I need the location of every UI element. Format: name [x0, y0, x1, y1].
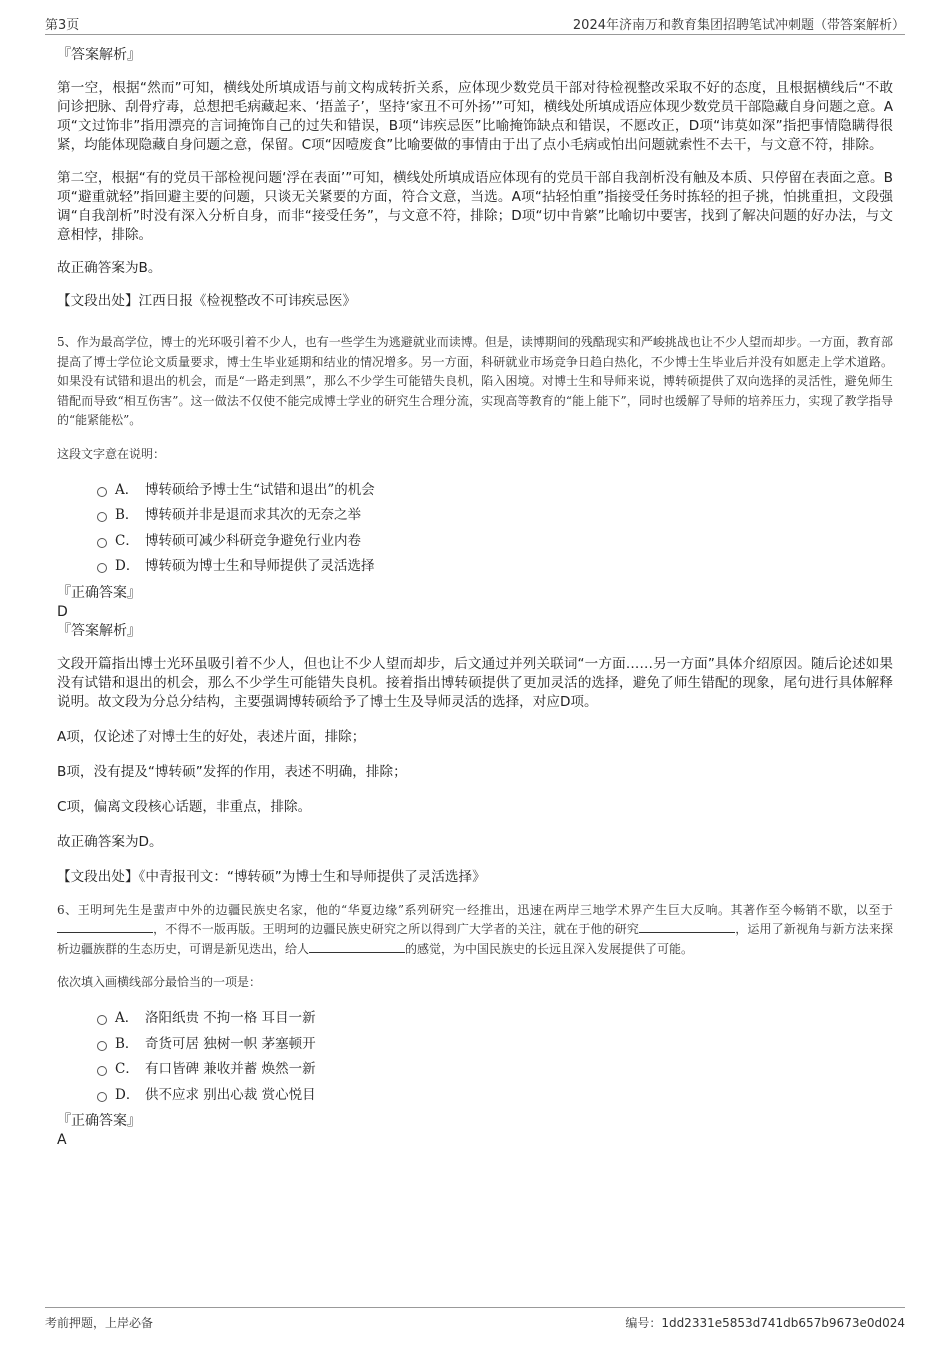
page-header [45, 14, 905, 35]
q4-conclusion: 故正确答案为B。 [57, 260, 162, 276]
q6-correct-answer: A [57, 1132, 67, 1148]
option-letter: A． [115, 481, 139, 498]
option-text: 有口皆碑 兼收并蓄 焕然一新 [145, 1061, 316, 1077]
page-content [57, 46, 893, 1149]
q6-options [97, 1006, 893, 1108]
q6-prompt: 依次填入画横线部分最恰当的一项是： [57, 975, 262, 989]
q5-correct-label: 『正确答案』 [57, 584, 141, 601]
q6-option-c[interactable] [97, 1057, 893, 1083]
q5-analysis-paragraph: 文段开篇指出博士光环虽吸引着不少人，但也让不少人望而却步，后文通过并列关联词“一方面……另一方面”具体介绍原因。随后论述如果没有试错和退出的机会，那么不少学生可能错失良机。接着指出博转硕提供了更加灵活的选择，避免了师生错配的现象，尾句进行具体解释说明。故文段为分总分结构，主要强调博转硕给予了博士生及导师灵活的选择，对应D项。 [57, 655, 893, 710]
option-text: 博转硕并非是退而求其次的无奈之举 [145, 507, 361, 523]
q5-analysis-option-a: A项，仅论述了对博士生的好处，表述片面，排除； [57, 728, 366, 745]
option-text: 供不应求 别出心裁 赏心悦目 [145, 1086, 316, 1103]
q6-option-d[interactable] [97, 1083, 893, 1109]
option-letter: D． [115, 558, 140, 574]
radio-button-icon[interactable] [97, 1041, 107, 1051]
q5-analysis-label: 『答案解析』 [57, 622, 141, 639]
option-text: 博转硕给予博士生“试错和退出”的机会 [145, 481, 375, 498]
option-text: 洛阳纸贵 不拘一格 耳目一新 [145, 1010, 316, 1026]
q5-prompt: 这段文字意在说明： [57, 446, 166, 461]
q5-option-c[interactable] [97, 529, 893, 555]
q6-text-part-2: ，不得不一版再版。王明珂的边疆民族史研究之所以得到广大学者的关注，就在于他的研究 [153, 922, 640, 936]
radio-button-icon[interactable] [97, 1015, 107, 1025]
q4-source: 【文段出处】江西日报《检视整改不可讳疾忌医》 [57, 293, 357, 309]
page-number: 第3页 [45, 18, 80, 33]
q6-correct-label: 『正确答案』 [57, 1113, 141, 1129]
q5-analysis-option-b: B项，没有提及“博转硕”发挥的作用，表述不明确，排除； [57, 763, 407, 780]
radio-button-icon[interactable] [97, 512, 107, 522]
radio-button-icon[interactable] [97, 563, 107, 573]
radio-button-icon[interactable] [97, 1066, 107, 1076]
q4-analysis-paragraph-1: 第一空，根据“然而”可知，横线处所填成语与前文构成转折关系，应体现少数党员干部对待检视整改采取不好的态度，且根据横线后“不敢问诊把脉、刮骨疗毒，总想把毛病藏起来、‘捂盖子’，坚持‘家丑不可外扬’”可知，横线处所填成语应体现少数党员干部隐藏自身问题之意。A项“文过饰非”指用漂亮的言词掩饰自己的过失和错误，B项“讳疾忌医”比喻掩饰缺点和错误，不愿改正，D项“讳莫如深”指把事情隐瞒得很紧，均能体现隐藏自身问题之意，保留。C项“因噎废食”比喻要做的事情由于出了点小毛病或怕出问题就索性不去干，与文意不符，排除。 [57, 80, 893, 153]
q4-analysis-label: 『答案解析』 [57, 47, 141, 63]
q6-question-text [57, 901, 893, 960]
document-code: 编号：1dd2331e5853d741db657b9673e0d024 [625, 1316, 905, 1330]
q6-text-part-1: 6、王明珂先生是蜚声中外的边疆民族史名家，他的“华夏边缘”系列研究一经推出，迅速在两岸三地学术界产生巨大反响。其著作至今畅销不歇，以至于 [57, 902, 893, 917]
q6-option-b[interactable] [97, 1032, 893, 1058]
q5-question-text: 5、作为最高学位，博士的光环吸引着不少人，也有一些学生为逃避就业而读博。但是，读博期间的残酷现实和严峻挑战也让不少人望而却步。一方面，教育部提高了博士学位论文质量要求，博士生毕业延期和结业的情况增多。另一方面，科研就业市场竞争日趋白热化，不少博士生毕业后并没有如愿走上学术道路。如果没有试错和退出的机会，而是“一路走到黑”，那么不少学生可能错失良机，陷入困境。对博士生和导师来说，博转硕提供了双向选择的灵活性，避免师生错配而导致“相互伤害”。这一做法不仅使不能完成博士学业的研究生合理分流，实现高等教育的“能上能下”，同时也缓解了导师的培养压力，实现了教学指导的“能紧能松”。 [57, 335, 893, 427]
q6-text-part-3: ，运用了新视角与新方法来探析边疆族群的生态历史，可谓是新见迭出，给人 [57, 922, 893, 956]
q5-source: 【文段出处】《中青报刊文：“博转硕”为博士生和导师提供了灵活选择》 [57, 868, 486, 885]
q6-option-a[interactable] [97, 1006, 893, 1032]
page-footer [45, 1307, 905, 1336]
option-letter: C． [115, 1061, 139, 1077]
fill-blank-2 [639, 920, 735, 933]
option-letter: A． [115, 1010, 139, 1026]
q5-options [97, 478, 893, 580]
q5-option-d[interactable] [97, 554, 893, 580]
q5-correct-answer: D [57, 603, 68, 620]
radio-button-icon[interactable] [97, 487, 107, 497]
option-text: 博转硕为博士生和导师提供了灵活选择 [145, 558, 375, 574]
fill-blank-1 [57, 920, 153, 933]
option-text: 博转硕可减少科研竞争避免行业内卷 [145, 532, 361, 549]
radio-button-icon[interactable] [97, 538, 107, 548]
option-letter: B． [115, 1035, 139, 1052]
footer-slogan: 考前押题，上岸必备 [45, 1316, 154, 1330]
q5-option-a[interactable] [97, 478, 893, 504]
q5-conclusion: 故正确答案为D。 [57, 833, 163, 850]
option-letter: C． [115, 532, 139, 549]
q6-text-part-4: 的感觉，为中国民族史的长远且深入发展提供了可能。 [405, 941, 694, 956]
document-title: 2024年济南万和教育集团招聘笔试冲刺题（带答案解析） [572, 18, 905, 33]
option-text: 奇货可居 独树一帜 茅塞顿开 [145, 1035, 316, 1052]
q5-analysis-option-c: C项，偏离文段核心话题，非重点，排除。 [57, 798, 312, 815]
option-letter: B． [115, 507, 139, 523]
fill-blank-3 [309, 940, 405, 953]
q4-analysis-paragraph-2: 第二空，根据“有的党员干部检视问题‘浮在表面’”可知，横线处所填成语应体现有的党员干部自我剖析没有触及本质、只停留在表面之意。B项“避重就轻”指回避主要的问题，只谈无关紧要的方面，符合文意，当选。A项“拈轻怕重”指接受任务时拣轻的担子挑，怕挑重担，文段强调“自我剖析”时没有深入分析自身，而非“接受任务”，与文意不符，排除；D项“切中肯綮”比喻切中要害，找到了解决问题的好办法，与文意相悖，排除。 [57, 170, 893, 243]
radio-button-icon[interactable] [97, 1092, 107, 1102]
q5-option-b[interactable] [97, 503, 893, 529]
option-letter: D． [115, 1086, 140, 1103]
